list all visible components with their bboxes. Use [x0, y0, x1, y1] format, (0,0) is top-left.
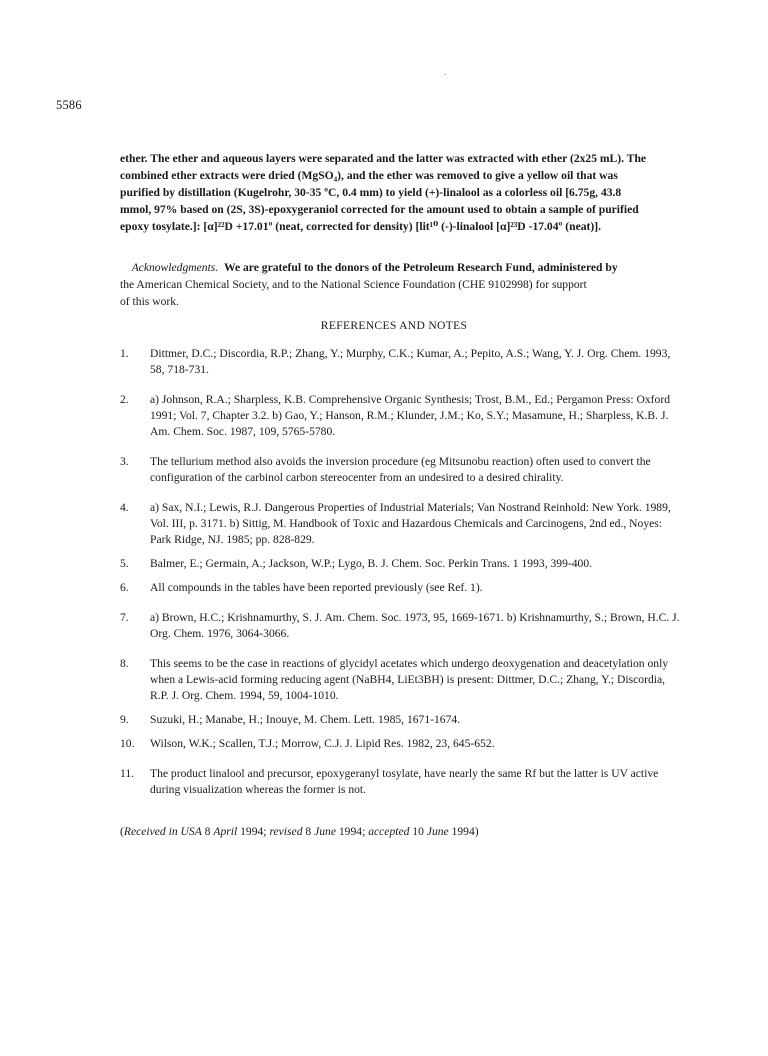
reference-text: All compounds in the tables have been reported previously (see Ref. 1).: [150, 581, 483, 594]
body-line: purified by distillation (Kugelrohr, 30-35 ºC, 0.4 mm) to yield (+)-linalool as a colorless oil [6.75g, 43.8: [120, 186, 622, 199]
ack-text: We are grateful to the donors of the Petroleum Research Fund, administered by: [224, 261, 618, 274]
reference-text: a) Sax, N.I.; Lewis, R.J. Dangerous Properties of Industrial Materials; Van Nostrand Reinhold: New York. 1989, Vol. III, p. 3171. b) Sittig, M. Handbook of Toxic and Hazardous Chemicals and Carcinogens, 2nd ed., Noyes: Park Ridge, NJ. 1985; pp. 828-829.: [150, 501, 671, 546]
reference-item: [120, 556, 680, 572]
body-line: mmol, 97% based on (2S, 3S)-epoxygeraniol corrected for the amount used to obtain a sample of purified: [120, 203, 639, 216]
ack-line: of this work.: [120, 295, 179, 308]
reference-number: 3.: [120, 455, 129, 468]
reference-number: 5.: [120, 557, 129, 570]
ack-line: the American Chemical Society, and to the National Science Foundation (CHE 9102998) for support: [120, 278, 587, 291]
experimental-paragraph: [120, 150, 668, 235]
reference-text: a) Johnson, R.A.; Sharpless, K.B. Comprehensive Organic Synthesis; Trost, B.M., Ed.; Pergamon Press: Oxford 1991; Vol. 7, Chapter 3.2. b) Gao, Y.; Hanson, R.M.; Klunder, J.M.; Ko, S.Y.; Masamune, H.; Sharpless, K.B. J. Am. Chem. Soc. 1987, 109, 5765-5780.: [150, 393, 670, 438]
ack-lead: Acknowledgments.: [131, 261, 219, 274]
reference-number: 6.: [120, 581, 129, 594]
references-heading: REFERENCES AND NOTES: [320, 319, 468, 332]
reference-item: [120, 454, 680, 486]
reference-item: [120, 392, 680, 440]
body-line: ether. The ether and aqueous layers were separated and the latter was extracted with ether (2x25 mL). The: [120, 152, 647, 165]
body-line: combined ether extracts were dried (MgSO₄), and the ether was removed to give a yellow oil that was: [120, 169, 618, 182]
reference-item: [120, 346, 680, 378]
reference-item: [120, 712, 680, 728]
ack-line: [120, 259, 668, 276]
body-line: epoxy tosylate.]: [α]²²D +17.01º (neat, corrected for density) [lit¹⁰ (-)-linalool [α]²³D -17.04º (neat)].: [120, 220, 601, 233]
reference-item: [120, 500, 680, 548]
reference-number: 9.: [120, 713, 129, 726]
reference-item: [120, 580, 680, 596]
reference-text: Dittmer, D.C.; Discordia, R.P.; Zhang, Y.; Murphy, C.K.; Kumar, A.; Pepito, A.S.; Wang, Y. J. Org. Chem. 1993, 58, 718-731.: [150, 347, 671, 376]
reference-text: This seems to be the case in reactions of glycidyl acetates which undergo deoxygenation and deacetylation only when a Lewis-acid forming reducing agent (NaBH4, LiEt3BH) is present: Dittmer, D.C.; Zhang, Y.; Discordia, R.P. J. Org. Chem. 1994, 59, 1004-1010.: [150, 657, 669, 702]
reference-item: [120, 736, 680, 752]
received-dates: (Received in USA 8 April 1994; revised 8 June 1994; accepted 10 June 1994): [120, 825, 479, 838]
page-number: 5586: [56, 98, 82, 112]
reference-number: 2.: [120, 393, 129, 406]
reference-text: Wilson, W.K.; Scallen, T.J.; Morrow, C.J. J. Lipid Res. 1982, 23, 645-652.: [150, 737, 495, 750]
scan-speck: [444, 74, 446, 75]
reference-number: 7.: [120, 611, 129, 624]
reference-text: Suzuki, H.; Manabe, H.; Inouye, M. Chem. Lett. 1985, 1671-1674.: [150, 713, 461, 726]
reference-number: 1.: [120, 347, 129, 360]
reference-item: [120, 656, 680, 704]
reference-text: Balmer, E.; Germain, A.; Jackson, W.P.; Lygo, B. J. Chem. Soc. Perkin Trans. 1 1993, 399-400.: [150, 557, 593, 570]
reference-item: [120, 610, 680, 642]
acknowledgments: [120, 259, 668, 310]
reference-text: The product linalool and precursor, epoxygeranyl tosylate, have nearly the same Rf but the latter is UV active during visualization whereas the former is not.: [150, 767, 659, 796]
references-list: [120, 346, 680, 798]
reference-text: The tellurium method also avoids the inversion procedure (eg Mitsunobu reaction) often used to convert the configuration of the carbinol carbon stereocenter from an undesired to a desired chirality.: [150, 455, 651, 484]
reference-number: 10.: [120, 737, 135, 750]
reference-text: a) Brown, H.C.; Krishnamurthy, S. J. Am. Chem. Soc. 1973, 95, 1669-1671. b) Krishnamurthy, S.; Brown, H.C. J. Org. Chem. 1976, 3064-3066.: [150, 611, 680, 640]
reference-number: 11.: [120, 767, 135, 780]
reference-item: [120, 766, 680, 798]
reference-number: 8.: [120, 657, 129, 670]
reference-number: 4.: [120, 501, 129, 514]
